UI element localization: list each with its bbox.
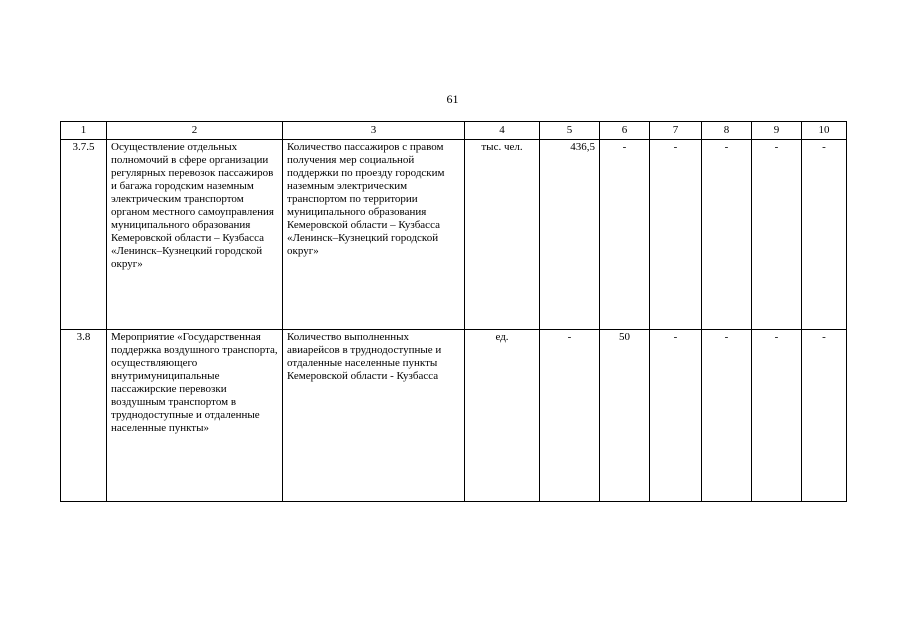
value-cell-9: - <box>752 330 802 502</box>
header-cell-7: 7 <box>650 122 702 140</box>
value-cell-8: - <box>702 140 752 330</box>
value-cell-8: - <box>702 330 752 502</box>
table-row <box>61 140 847 330</box>
value-cell-6: - <box>600 140 650 330</box>
header-cell-6: 6 <box>600 122 650 140</box>
header-cell-2: 2 <box>107 122 283 140</box>
value-cell-10: - <box>802 330 847 502</box>
activity-name-cell: Мероприятие «Государственная поддержка воздушного транспорта, осуществляющего внутримуниципальные пассажирские перевозки воздушным транспортом в труднодоступные и отдаленные населенные пункты» <box>107 330 283 502</box>
value-cell-5: 436,5 <box>540 140 600 330</box>
value-cell-7: - <box>650 330 702 502</box>
header-cell-4: 4 <box>465 122 540 140</box>
unit-cell: тыс. чел. <box>465 140 540 330</box>
header-cell-5: 5 <box>540 122 600 140</box>
header-cell-8: 8 <box>702 122 752 140</box>
header-cell-1: 1 <box>61 122 107 140</box>
header-row <box>61 122 847 140</box>
activity-name-cell: Осуществление отдельных полномочий в сфере организации регулярных перевозок пассажиров и багажа городским наземным электрическим транспортом органом местного самоуправления муниципального образования Кемеровской области – Кузбасса «Ленинск–Кузнецкий городской округ» <box>107 140 283 330</box>
value-cell-7: - <box>650 140 702 330</box>
value-cell-5: - <box>540 330 600 502</box>
unit-cell: ед. <box>465 330 540 502</box>
row-number-cell: 3.8 <box>61 330 107 502</box>
value-cell-10: - <box>802 140 847 330</box>
value-cell-9: - <box>752 140 802 330</box>
indicators-table <box>60 121 847 502</box>
page-number: 61 <box>446 92 459 106</box>
header-cell-10: 10 <box>802 122 847 140</box>
value-cell-6: 50 <box>600 330 650 502</box>
row-number-cell: 3.7.5 <box>61 140 107 330</box>
indicator-name-cell: Количество выполненных авиарейсов в труднодоступные и отдаленные населенные пункты Кемеровской области - Кузбасса <box>283 330 465 502</box>
header-cell-9: 9 <box>752 122 802 140</box>
header-cell-3: 3 <box>283 122 465 140</box>
table-row <box>61 330 847 502</box>
indicator-name-cell: Количество пассажиров с правом получения мер социальной поддержки по проезду городским наземным электрическим транспортом по территории муниципального образования Кемеровской области – Кузбасса «Ленинск–Кузнецкий городской округ» <box>283 140 465 330</box>
